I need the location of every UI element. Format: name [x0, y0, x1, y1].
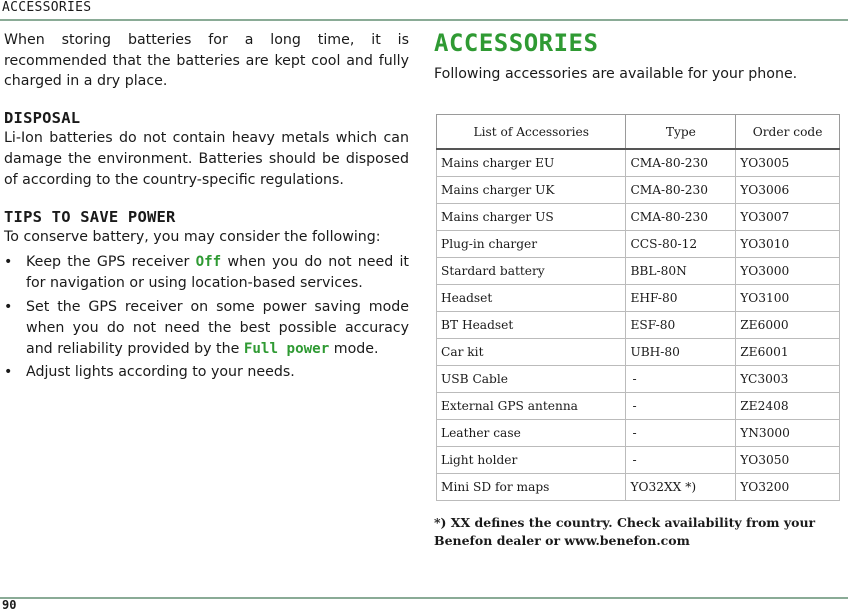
cell-type: - — [626, 366, 736, 393]
cell-order-code: ZE2408 — [736, 393, 840, 420]
tip-text: Set the GPS receiver on some power saving mode when you do not need the best possible accuracy and reliability provided by the — [26, 298, 409, 357]
cell-order-code: YO3005 — [736, 149, 840, 177]
tip-text: Adjust lights according to your needs. — [26, 364, 295, 381]
cell-accessory: Mains charger UK — [437, 177, 626, 204]
table-footnote: *) XX defines the country. Check availability from your Benefon dealer or www.benefon.com — [434, 515, 816, 548]
table-row — [437, 474, 840, 501]
bullet-icon: • — [4, 364, 13, 381]
table-row — [437, 204, 840, 231]
cell-type: - — [626, 420, 736, 447]
cell-accessory: USB Cable — [437, 366, 626, 393]
cell-type: BBL-80N — [626, 258, 736, 285]
column-header-type: Type — [626, 115, 736, 150]
cell-accessory: Plug-in charger — [437, 231, 626, 258]
table-body — [437, 149, 840, 501]
cell-type: EHF-80 — [626, 285, 736, 312]
tip-text: Keep the GPS receiver — [26, 253, 196, 270]
bullet-icon: • — [4, 253, 13, 270]
page-number: 90 — [2, 598, 17, 612]
right-column — [434, 28, 843, 85]
accessories-table — [436, 114, 840, 501]
cell-accessory: Leather case — [437, 420, 626, 447]
cell-accessory: BT Headset — [437, 312, 626, 339]
table-header-row — [437, 115, 840, 150]
cell-order-code: ZE6000 — [736, 312, 840, 339]
tips-intro: To conserve battery, you may consider the following: — [4, 229, 381, 246]
disposal-paragraph: Li-Ion batteries do not contain heavy metals which can damage the environment. Batteries should be disposed of according to the country-specific regulations. — [4, 130, 409, 188]
left-column — [4, 30, 409, 386]
tip-item — [4, 362, 409, 383]
tip-highlight: Off — [195, 253, 222, 270]
cell-order-code: YO3050 — [736, 447, 840, 474]
column-header-accessory: List of Accessories — [437, 115, 626, 150]
cell-order-code: YO3007 — [736, 204, 840, 231]
cell-order-code: YO3006 — [736, 177, 840, 204]
cell-type: - — [626, 447, 736, 474]
cell-accessory: Headset — [437, 285, 626, 312]
header-rule — [0, 19, 848, 21]
bullet-icon: • — [4, 298, 13, 315]
table-row — [437, 447, 840, 474]
tip-item — [4, 297, 409, 360]
table-row — [437, 393, 840, 420]
cell-accessory: Mini SD for maps — [437, 474, 626, 501]
running-header: ACCESSORIES — [2, 0, 92, 15]
cell-type: - — [626, 393, 736, 420]
cell-accessory: Stardard battery — [437, 258, 626, 285]
cell-accessory: Mains charger US — [437, 204, 626, 231]
section-title: ACCESSORIES — [434, 29, 599, 57]
tip-text: when you do not need it for navigation or using location-based services. — [26, 253, 409, 291]
tip-highlight: Full power — [243, 340, 330, 357]
cell-type: YO32XX *) — [626, 474, 736, 501]
cell-order-code: YO3000 — [736, 258, 840, 285]
storage-paragraph: When storing batteries for a long time, it is recommended that the batteries are kept cool and fully charged in a dry place. — [4, 32, 409, 90]
cell-type: CCS-80-12 — [626, 231, 736, 258]
table-row — [437, 149, 840, 177]
cell-type: CMA-80-230 — [626, 149, 736, 177]
table-row — [437, 285, 840, 312]
cell-order-code: YO3200 — [736, 474, 840, 501]
cell-accessory: Car kit — [437, 339, 626, 366]
table-row — [437, 420, 840, 447]
cell-order-code: YO3010 — [736, 231, 840, 258]
table-row — [437, 312, 840, 339]
column-header-order-code: Order code — [736, 115, 840, 150]
table-row — [437, 366, 840, 393]
tips-heading: TIPS TO SAVE POWER — [4, 208, 176, 227]
cell-accessory: External GPS antenna — [437, 393, 626, 420]
cell-type: CMA-80-230 — [626, 204, 736, 231]
tip-item — [4, 252, 409, 294]
cell-type: UBH-80 — [626, 339, 736, 366]
accessories-intro: Following accessories are available for your phone. — [434, 66, 798, 82]
cell-order-code: ZE6001 — [736, 339, 840, 366]
cell-type: ESF-80 — [626, 312, 736, 339]
cell-order-code: YO3100 — [736, 285, 840, 312]
table-row — [437, 258, 840, 285]
table-row — [437, 231, 840, 258]
cell-order-code: YC3003 — [736, 366, 840, 393]
cell-order-code: YN3000 — [736, 420, 840, 447]
disposal-heading: DISPOSAL — [4, 109, 81, 128]
cell-type: CMA-80-230 — [626, 177, 736, 204]
footer-rule — [0, 597, 848, 599]
tip-text: mode. — [329, 340, 379, 357]
cell-accessory: Light holder — [437, 447, 626, 474]
cell-accessory: Mains charger EU — [437, 149, 626, 177]
tips-list — [4, 252, 409, 383]
table-row — [437, 339, 840, 366]
table-row — [437, 177, 840, 204]
